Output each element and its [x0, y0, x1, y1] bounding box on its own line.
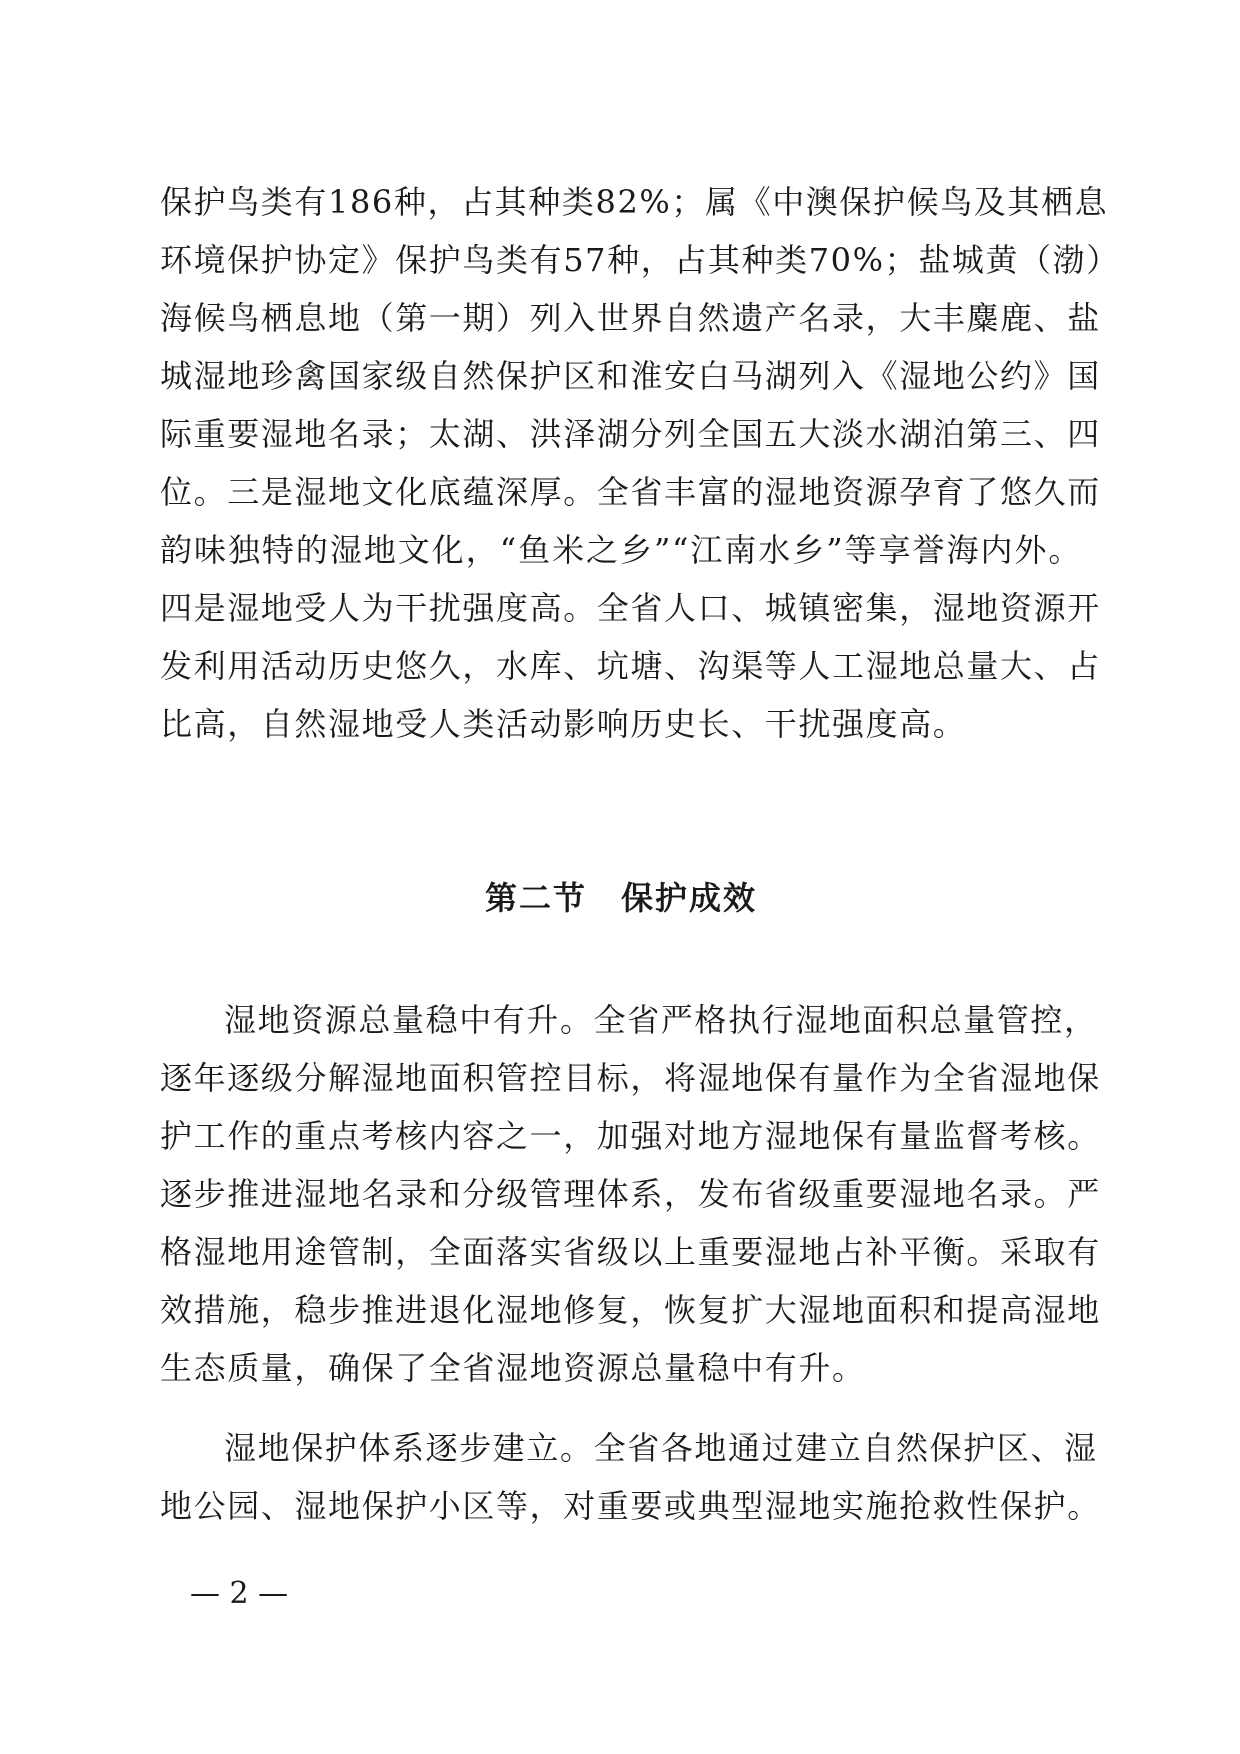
- body-text-line: 四是湿地受人为干扰强度高。全省人口、城镇密集，湿地资源开: [160, 589, 1101, 627]
- body-text-line: 地公园、湿地保护小区等，对重要或典型湿地实施抢救性保护。: [160, 1487, 1101, 1525]
- page-number: — 2 —: [190, 1576, 289, 1611]
- body-text-line: 海候鸟栖息地（第一期）列入世界自然遗产名录，大丰麋鹿、盐: [160, 299, 1101, 337]
- body-text-line: 发利用活动历史悠久，水库、坑塘、沟渠等人工湿地总量大、占: [160, 647, 1101, 685]
- body-text-line: 湿地保护体系逐步建立。全省各地通过建立自然保护区、湿: [224, 1429, 1098, 1467]
- body-text-line: 湿地资源总量稳中有升。全省严格执行湿地面积总量管控，: [224, 1001, 1098, 1039]
- body-text-line: 位。三是湿地文化底蕴深厚。全省丰富的湿地资源孕育了悠久而: [160, 473, 1101, 511]
- body-text-line: 逐步推进湿地名录和分级管理体系，发布省级重要湿地名录。严: [160, 1175, 1101, 1213]
- body-text-line: 生态质量，确保了全省湿地资源总量稳中有升。: [160, 1349, 866, 1387]
- body-text-line: 逐年逐级分解湿地面积管控目标，将湿地保有量作为全省湿地保: [160, 1059, 1101, 1097]
- body-text-line: 城湿地珍禽国家级自然保护区和淮安白马湖列入《湿地公约》国: [160, 357, 1101, 395]
- body-text-line: 保护鸟类有186种，占其种类82%；属《中澳保护候鸟及其栖息: [160, 183, 1109, 221]
- body-text-line: 韵味独特的湿地文化，“鱼米之乡”“江南水乡”等享誉海内外。: [160, 531, 1082, 569]
- body-text-line: 际重要湿地名录；太湖、洪泽湖分列全国五大淡水湖泊第三、四: [160, 415, 1101, 453]
- section-heading: 第二节 保护成效: [484, 879, 757, 917]
- body-text-line: 效措施，稳步推进退化湿地修复，恢复扩大湿地面积和提高湿地: [160, 1291, 1101, 1329]
- body-text-line: 比高，自然湿地受人类活动影响历史长、干扰强度高。: [160, 705, 967, 743]
- body-text-line: 环境保护协定》保护鸟类有57种，占其种类70%；盐城黄（渤）: [160, 241, 1120, 279]
- body-text-line: 格湿地用途管制，全面落实省级以上重要湿地占补平衡。采取有: [160, 1233, 1101, 1271]
- body-text-line: 护工作的重点考核内容之一，加强对地方湿地保有量监督考核。: [160, 1117, 1101, 1155]
